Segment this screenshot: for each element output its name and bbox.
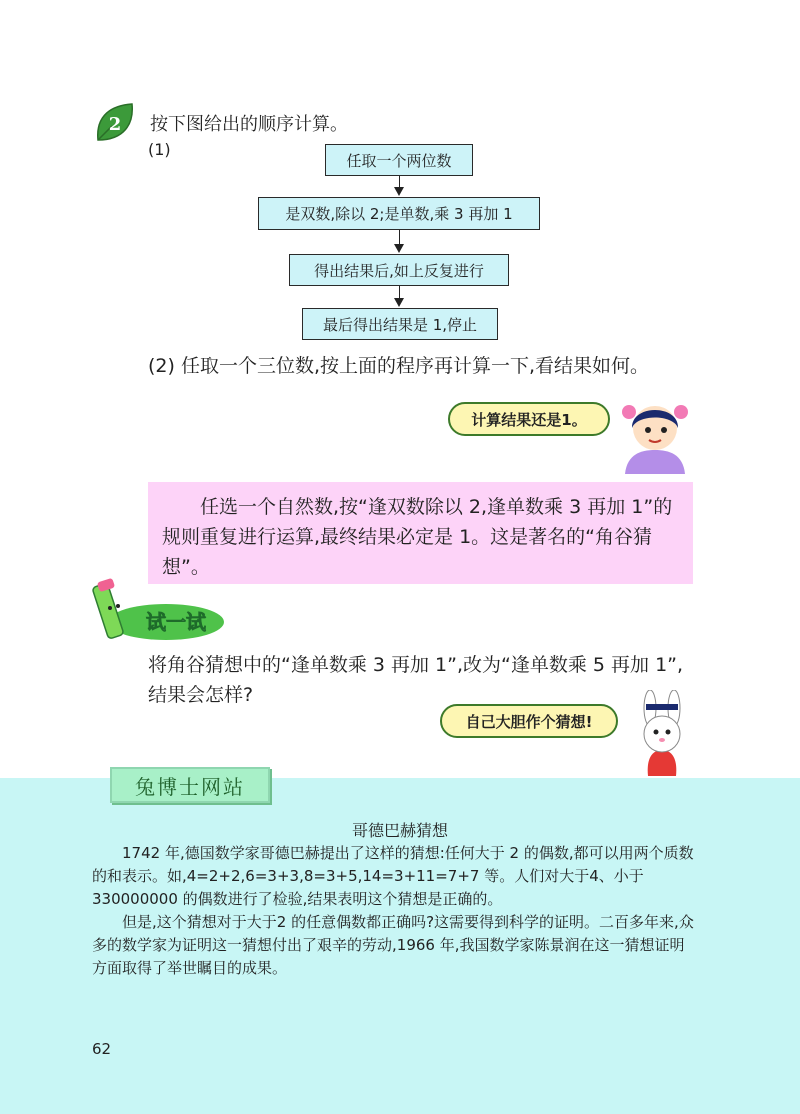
leaf-number-icon [92, 100, 138, 146]
flow-step-2: 是双数,除以 2;是单数,乘 3 再加 1 [258, 197, 540, 230]
girl-illustration [615, 392, 695, 474]
website-paragraph: 1742 年,德国数学家哥德巴赫提出了这样的猜想:任何大于 2 的偶数,都可以用两个质数的和表示。如,4=2+2,6=3+3,8=3+5,14=3+11=7+7 等。人们对大于4、小于 330000000 的偶数进行了检验,结果表明这个猜想是正确的。 [92, 844, 694, 908]
question-number: 2 [108, 114, 122, 135]
speech-bubble-rabbit: 自己大胆作个猜想! [440, 704, 618, 738]
flow-step-1: 任取一个两位数 [325, 144, 473, 176]
part2-text: (2) 任取一个三位数,按上面的程序再计算一下,看结果如何。 [148, 355, 650, 377]
part1-label: (1) [148, 140, 171, 159]
try-badge-text: 试一试 [146, 610, 206, 634]
website-label: 兔博士网站 [110, 767, 270, 803]
page-number: 62 [92, 1040, 112, 1058]
try-it-badge [88, 578, 228, 646]
flow-arrowhead-3 [394, 298, 404, 307]
try-question-text: 将角谷猜想中的“逢单数乘 3 再加 1”,改为“逢单数乘 5 再加 1”,结果会怎样? [148, 654, 684, 706]
flow-arrowhead-1 [394, 187, 404, 196]
speech-bubble-girl: 计算结果还是1。 [448, 402, 610, 436]
flow-arrow-2 [399, 230, 400, 245]
flow-step-3: 得出结果后,如上反复进行 [289, 254, 509, 286]
rabbit-illustration [628, 690, 696, 776]
flow-arrowhead-2 [394, 244, 404, 253]
question-title: 按下图给出的顺序计算。 [150, 114, 348, 135]
conjecture-box: 任选一个自然数,按“逢双数除以 2,逢单数乘 3 再加 1”的规则重复进行运算,最终结果必定是 1。这是著名的“角谷猜想”。 [148, 482, 693, 584]
flow-step-4: 最后得出结果是 1,停止 [302, 308, 498, 340]
website-body [92, 842, 696, 980]
website-heading: 哥德巴赫猜想 [351, 821, 448, 840]
website-paragraph: 但是,这个猜想对于大于2 的任意偶数都正确吗?这需要得到科学的证明。二百多年来,众多的数学家为证明这一猜想付出了艰辛的劳动,1966 年,我国数学家陈景润在这一猜想证明方面取得了举世瞩目的成果。 [92, 913, 694, 977]
